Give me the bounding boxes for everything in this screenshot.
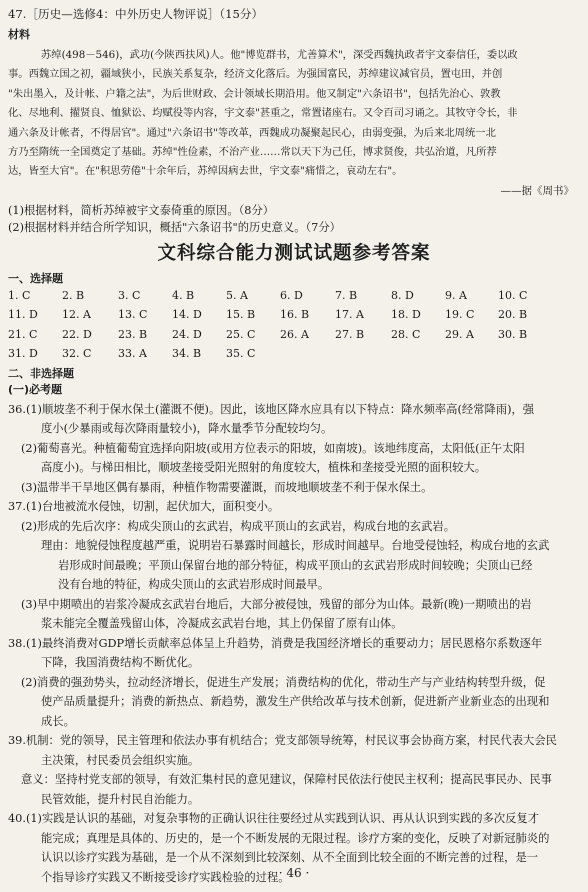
- required-heading: (一)必考题: [8, 383, 63, 396]
- section-nonchoice-heading: 二、非选择题: [8, 367, 74, 380]
- material-label: 材料: [8, 28, 30, 41]
- answer-title: 文科综合能力测试试题参考答案: [157, 243, 431, 264]
- material-line: 苏绰(498－546)，武功(今陕西扶风)人。他"博览群书，尤善算术"，深受西魏执政者宇文泰信任，委以政: [41, 49, 518, 61]
- choice-answer: 28. C: [391, 327, 421, 341]
- choice-answer-grid: [8, 289, 580, 367]
- choice-answer: 13. C: [118, 308, 148, 322]
- q38-line: 38.(1)最终消费对GDP增长贡献率总体呈上升趋势，消费是我国经济增长的重要动力；居民恩格尔系数逐年: [8, 636, 543, 650]
- choice-answer: 7. B: [335, 289, 358, 302]
- q40-line: 个指导诊疗实践又不断接受诊疗实践检验的过程。: [41, 870, 290, 884]
- choice-answer: 31. D: [8, 347, 38, 361]
- section-choice-heading: 一、选择题: [8, 272, 63, 285]
- q37-line: (2)形成的先后次序：构成尖顶山的玄武岩，构成平顶山的玄武岩，构成台地的玄武岩。: [21, 519, 455, 533]
- q40-line: 40.(1)实践是认识的基础，对复杂事物的正确认识往往要经过从实践到认识、再从认识到实践的多次反复才: [8, 812, 540, 825]
- choice-answer-row: [8, 328, 580, 347]
- answer-body: [8, 380, 580, 887]
- choice-answer: 34. B: [172, 347, 202, 361]
- choice-answer: 5. A: [226, 289, 248, 302]
- choice-answer: 32. C: [62, 347, 92, 361]
- q37-line: (3)早中期喷出的岩浆冷凝成玄武岩台地后，大部分被侵蚀，残留的部分为山体。最新(晚)一期喷出的岩: [21, 597, 532, 611]
- choice-answer-row: [8, 289, 580, 308]
- choice-answer: 4. B: [172, 289, 195, 302]
- q37-line: 浆未能完全覆盖残留山体，冷凝成玄武岩台地，其上仍保留了原有山体。: [41, 617, 403, 630]
- q47-subquestion-2: (2)根据材料并结合所学知识，概括"六条诏书"的历史意义。（7分）: [8, 221, 341, 234]
- choice-answer: 12. A: [62, 308, 91, 322]
- choice-answer: 11. D: [8, 308, 38, 322]
- choice-answer-row: [8, 347, 580, 366]
- choice-answer: 33. A: [118, 347, 147, 361]
- q38-line: 使产品质量提升；消费的新热点、新趋势，激发生产供给改革与技术创新，促进新产业新业态的出现和: [41, 695, 550, 708]
- material-source: ——据《周书》: [500, 185, 574, 197]
- choice-answer: 17. A: [335, 308, 364, 322]
- material-line: 达，皆至大官"。在"积思劳倦"十余年后，苏绰因病去世，宇文泰"痛惜之，哀动左右"。: [8, 165, 403, 178]
- choice-answer: 19. C: [445, 308, 475, 322]
- q36-line: (2)葡萄喜光。种植葡萄宜选择向阳坡(或用方位表示的阳坡，如南坡)。该地纬度高，太阳低(正午太阳: [21, 441, 525, 455]
- choice-answer: 21. C: [8, 327, 38, 341]
- choice-answer: 35. C: [226, 347, 256, 361]
- q37-line: 岩形成时间最晚；平顶山保留台地的部分特征，构成平顶山的玄武岩形成时间较晚；尖顶山已经: [58, 558, 533, 572]
- choice-answer-row: [8, 308, 580, 327]
- q39-line: 39.机制：党的领导，民主管理和依法办事有机结合；党支部领导统筹，村民议事会协商方案，村民代表大会民: [8, 734, 557, 747]
- q40-line: 认识以诊疗实践为基础，是一个从不深刻到比较深刻、从不全面到比较全面的不断完善的过程，是一: [41, 851, 539, 864]
- choice-answer: 9. A: [445, 289, 467, 302]
- choice-answer: 16. B: [280, 308, 310, 322]
- choice-answer: 22. D: [62, 327, 92, 341]
- choice-answer: 30. B: [498, 327, 528, 341]
- material-line: 化、尽地利、擢贤良、恤狱讼、均赋役等内容，宇文泰"甚重之，常置诸座右。又令百司习诵之。其牧守令长，非: [8, 107, 518, 120]
- choice-answer: 18. D: [391, 308, 421, 322]
- choice-answer: 24. D: [172, 327, 202, 341]
- material-line: 方乃至隋统一全国奠定了基础。苏绰"性俭素，不治产业……常以天下为己任，博求贤俊，共弘治道，凡所荐: [8, 146, 497, 159]
- choice-answer: 15. B: [226, 308, 256, 322]
- q36-line: (3)温带半干旱地区偶有暴雨，种植作物需要灌溉，而坡地顺坡垄不利于保水保土。: [21, 480, 433, 494]
- q47-subquestion-1: (1)根据材料，简析苏绰被宇文泰倚重的原因。（8分）: [8, 204, 275, 217]
- choice-answer: 8. D: [391, 289, 414, 302]
- material-line: "朱出墨入，及计帐、户籍之法"，为后世财政、会计领域长期沿用。他又制定"六条诏书"，包括先治心、敦教: [8, 87, 501, 100]
- q38-line: (2)消费的强劲势头，拉动经济增长，促进生产发展；消费结构的优化，带动生产与产业结构转型升级，促: [21, 675, 546, 689]
- choice-answer: 14. D: [172, 308, 202, 322]
- q47-header: 47.［历史—选修4：中外历史人物评说］（15分）: [8, 7, 264, 21]
- choice-answer: 27. B: [335, 327, 365, 341]
- choice-answer: 3. C: [118, 289, 141, 302]
- q40-line: 能完成；真理是具体的、历史的，是一个不断发展的无限过程。诊疗方案的变化，反映了对新冠肺炎的: [41, 831, 550, 845]
- material-line: 事。西魏立国之初，疆域狭小，民族关系复杂，经济文化落后。为强国富民，苏绰建议减官员，置屯田，并创: [8, 68, 503, 81]
- choice-answer: 23. B: [118, 327, 148, 341]
- q37-line: 理由：地貌侵蚀程度越严重，说明岩石暴露时间越长，形成时间越早。台地受侵蚀轻，构成台地的玄武: [41, 539, 550, 552]
- q38-line: 成长。: [41, 714, 75, 728]
- material-line: 通六条及计帐者，不得居官"。通过"六条诏书"等改革，西魏成功凝聚起民心，由弱变强，为后来北周统一北: [8, 126, 496, 139]
- q36-line: 36.(1)顺坡垄不利于保水保土(灌溉不便)。因此，该地区降水应具有以下特点：降水频率高(经常降雨)，强: [8, 402, 535, 416]
- q39-line: 民管效能，提升村民自治能力。: [41, 792, 200, 806]
- q39-line: 主决策，村民委员会组织实施。: [41, 753, 200, 767]
- page-number: · 46 ·: [278, 866, 310, 880]
- choice-answer: 29. A: [445, 327, 474, 341]
- choice-answer: 20. B: [498, 308, 528, 322]
- choice-answer: 10. C: [498, 289, 528, 302]
- q39-line: 意义：坚持村党支部的领导，有效汇集村民的意见建议，保障村民依法行使民主权利；提高民事民办、民事: [21, 773, 552, 786]
- choice-answer: 25. C: [226, 327, 256, 341]
- choice-answer: 2. B: [62, 289, 85, 302]
- choice-answer: 1. C: [8, 289, 31, 302]
- choice-answer: 6. D: [280, 289, 303, 302]
- q37-line: 37.(1)台地被流水侵蚀，切割，起伏加大，面积变小。: [8, 500, 280, 513]
- choice-answer: 26. A: [280, 327, 309, 341]
- q38-line: 下降，我国消费结构不断优化。: [41, 656, 200, 669]
- q37-line: 没有台地的特征，构成尖顶山的玄武岩形成时间最早。: [58, 578, 330, 591]
- q36-line: 度小(少暴雨或每次降雨量较小)，降水量季节分配较均匀。: [41, 422, 333, 435]
- q47-material: [8, 46, 580, 182]
- q36-line: 高度小)。与梯田相比，顺坡垄接受阳光照射的角度较大，植株和垄接受光照的面积较大。: [41, 461, 486, 474]
